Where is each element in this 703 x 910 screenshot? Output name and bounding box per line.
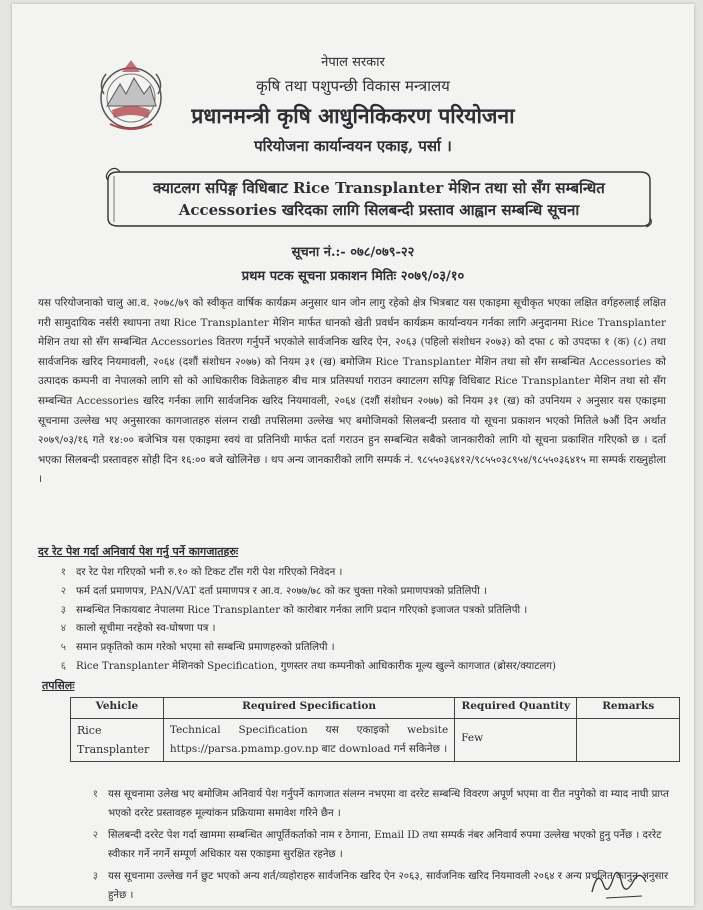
list-item-text: सम्बन्धित निकायबाट नेपालमा Rice Transplanter को कारोबार गर्नका लागि प्रदान गरिएको इजाजत पत्रको प्रतिलिपी । [76,604,528,616]
list-item-text: कालो सूचीमा नरहेको स्व-घोषणा पत्र । [76,623,216,635]
table-header-row [71,698,680,719]
column-header-specification: Required Specification [163,698,454,719]
list-item [42,583,682,602]
list-item-number: १ [60,567,66,578]
list-item-number: ६ [60,660,66,672]
list-item [42,620,682,639]
column-header-remarks: Remarks [577,698,680,719]
banner-line-2: Accessories खरिदका लागि सिलबन्दी प्रस्ताव आह्वान सम्बन्धि सूचना [178,201,580,219]
header-unit: परियोजना कार्यान्वयन एकाइ, पर्सा । [254,137,452,155]
specification-table [70,697,680,762]
list-item-number: ४ [60,623,66,635]
cell-vehicle: Rice Transplanter [71,719,164,762]
list-item-text: फर्म दर्ता प्रमाणपत्र, PAN/VAT दर्ता प्रमाणपत्र र आ.व. २०७७/७८ को कर चुक्ता गरेको प्रमाणपत्रको प्रतिलिपी । [76,585,487,597]
list-item [72,868,672,905]
list-item [42,658,682,677]
column-header-quantity: Required Quantity [455,698,577,719]
list-item-number: ३ [60,604,66,616]
list-item [42,602,682,621]
notice-page [12,4,694,906]
list-item [42,639,682,658]
list-item-number: ३ [92,871,98,883]
list-item-text: सिलबन्दी दररेट पेश गर्दा खाममा सम्बन्धित आपूर्तिकर्ताको नाम र ठेगाना, Email ID तथा सम्पर्क नंबर अनिवार्य रुपमा उल्लेख भएको हुनु पर्नेछ । दररेट स्वीकार गर्ने नगर्ने सम्पूर्ण अधिकार यस एकाइमा सुरक्षित रहनेछ । [108,830,662,860]
cell-remarks [577,719,680,762]
banner-line-1: क्याटलग सपिङ्ग विधिबाट Rice Transplanter मेशिन तथा सो सँग सम्बन्धित [153,179,605,197]
cell-quantity: Few [455,719,577,762]
notice-publish-date: प्रथम पटक सूचना प्रकाशन मितिः २०७९/०३/१० [241,269,465,284]
list-item-text: दर रेट पेश गरिएको भनी रु.१० को टिकट टाँस गरी पेश गरिएको निवेदन । [76,567,343,578]
list-item-number: २ [92,830,98,842]
header-project: प्रधानमन्त्री कृषि आधुनिकिकरण परियोजना [191,103,515,128]
signature-icon [584,862,654,902]
tapsil-heading: तपसिलः [42,679,75,692]
requirements-list [42,564,682,677]
notes-list [72,786,672,910]
title-scroll-banner [104,166,654,228]
cell-specification: Technical Specification यस एकाइको website https://parsa.pmamp.gov.np बाट download गर्न सकिनेछ । [163,719,454,762]
header-ministry: कृषि तथा पशुपन्छी विकास मन्त्रालय [256,77,450,95]
list-item-text: समान प्रकृतिको काम गरेको भएमा सो सम्बन्धि प्रमाणहरुको प्रतिलिपी । [76,642,335,654]
body-paragraph: यस परियोजनाको चालु आ.व. २०७८/७९ को स्वीकृत वार्षिक कार्यक्रम अनुसार धान जोन लागु रहेको क्षेत्र भित्रबाट यस एकाइमा सूचीकृत भएका लक्षित वर्गहरुलाई लक्षित गरी सामुदायिक नर्सरी स्थापना तथा Rice Transplanter मेशिन मार्फत धानको खेती प्रवर्धन कार्यक्रम कार्यान्वयन गर्नका लागि अनुदानमा Rice Transplanter मेशिन तथा सो सँग सम्बन्धित Accessories वितरण गर्नुपर्ने भएकोले सार्वजनिक खरिद ऐन, २०६३ (पहिलो संशोधन २०७३) को दफा ८ को उपदफा १ (क) (८) तथा सार्वजनिक खरिद नियमावली, २०६४ (दशौं संशोधन २०७७) को नियम ३१ (ख) बमोजिम Rice Transplanter मेशिन तथा सो सँग सम्बन्धित Accessories को उत्पादक कम्पनी वा नेपालको लागि सो को आधिकारीक विक्रेताहरु बीच मात्र प्रतिस्पर्धा गराउन क्याटलग सपिङ्ग विधिबाट Rice Transplanter मेशिन तथा सो सँग सम्बन्धित Accessories खरिद गर्नका लागि सार्वजनिक खरिद नियमावली, २०६४ (दशौं संशोधन २०७७) को नियम ३१ (ख) को उपनियम २ अनुसार यस एकाइमा सूचनामा उल्लेख भए अनुसारका कागजातहरु संलग्न राखी तपसिलमा उल्लेख भए बमोजिमको सिलबन्दी प्रस्ताव यो सूचना प्रकाशन भएको मितिले ७औं दिन अर्थात २०७९/०३/१६ गते १४:०० बजेभित्र यस एकाइमा स्वयं वा प्रतिनिधी मार्फत दर्ता गराउन हुन सम्बन्धित सबैको जानकारीको लागि यो सूचना प्रकाशित गरिएको छ । दर्ता भएका सिलबन्दी प्रस्तावहरु सोही दिन १६:०० बजे खोलिनेछ । थप अन्य जानकारीको लागि सम्पर्क नं. ९८५५०३६४१२/९८५५०३८९५४/९८५५०३६४१५ मा सम्पर्क राख्नुहोला । [38,297,666,486]
column-header-vehicle: Vehicle [71,698,164,719]
list-item-text: यस सूचनामा उलेख भए बमोजिम अनिवार्य पेश गर्नुपर्ने कागजात संलग्न नभएमा वा दररेट सम्बन्धि विवरण अपूर्ण भएमा वा रीत नपुगेको वा म्याद नाघी प्राप्त भएको दररेट प्रस्तावहरु मूल्यांकन प्रक्रियामा समावेश गरिने छैन । [108,789,669,819]
list-item-number: २ [60,585,66,597]
requirements-heading: दर रेट पेश गर्दा अनिवार्य पेश गर्नु पर्ने कागजातहरुः [38,545,239,558]
table-row [71,719,680,762]
list-item [72,827,672,864]
list-item [42,564,682,583]
notice-number: सूचना नं.:- ०७८/०७९-२२ [291,245,415,260]
list-item-text: Rice Transplanter मेशिनको Specification, गुणस्तर तथा कम्पनीको आधिकारीक मूल्य खुल्ने कागजात (ब्रोसर/क्याटलग) [76,660,556,672]
header-government: नेपाल सरकार [321,55,385,70]
list-item [72,786,672,823]
list-item-text: यस सूचनामा उल्लेख गर्न छुट भएको अन्य शर्त/व्यहोराहरु सार्वजनिक खरिद ऐन २०६३, सार्वजनिक खरिद नियमावली २०६४ र अन्य प्रचलित कानुन अनुसार हुनेछ । [108,871,669,901]
list-item-number: ५ [60,642,66,654]
list-item-number: १ [92,789,98,800]
